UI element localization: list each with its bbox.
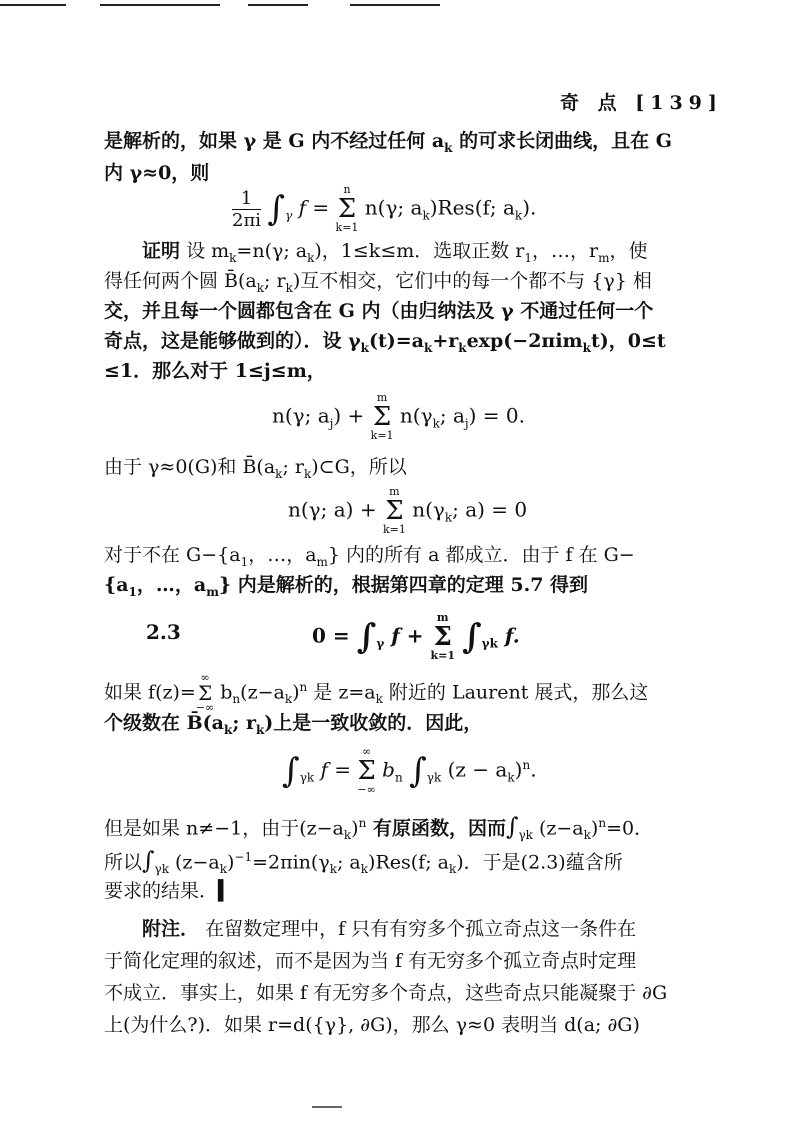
- equation-label: 2.3: [146, 620, 181, 644]
- page-number: [139]: [635, 92, 723, 114]
- equation-3: n(γ; a) + m Σ k=1 $n(\gamma_k$; a) = 0: [288, 485, 528, 536]
- summation: m Σ k=1: [430, 611, 455, 662]
- top-rule: [248, 4, 308, 6]
- text-line: 上(为什么?)．如果 r=d({γ}, ∂G)，那么 γ≈0 表明当 d(a; ∂G): [104, 1014, 640, 1036]
- text-line: 得任何两个圆 $B̄(a_k$; $r_k$)互不相交，它们中的每一个都不与 {γ} 相: [104, 270, 652, 295]
- text-line: 内 γ≈0，则: [104, 162, 210, 184]
- text-line: 证明 设 $m_k=n(\gamma$; $a_k$)，1≤k≤m．选取正数 $r_1$，…，$r_m$，使: [104, 236, 694, 273]
- text-line: 要求的结果．▍: [104, 880, 233, 902]
- text-line: ≤1．那么对于 1≤j≤m，: [104, 360, 326, 382]
- integral-sign: ∫: [356, 617, 377, 657]
- top-rule: [100, 4, 220, 6]
- remark-title: 附注．: [142, 918, 200, 940]
- text-line: 是解析的，如果 γ 是 G 内不经过任何 $a_k$ 的可求长闭曲线，且在 G: [104, 130, 672, 155]
- text-line: 所以$\int_{\gamma k}$ $(z-a_k)^{-1}=2\pi in(\gamma_k$; $a_k)Res(f$; $a_k$)．于是(2.3)蕴含所: [104, 846, 623, 877]
- text-line: 附注． 在留数定理中，f 只有有穷多个孤立奇点这一条件在: [104, 914, 694, 944]
- summation: m Σ k=1: [382, 485, 406, 536]
- text-line: 由于 γ≈0(G)和 $B̄(a_k$; $r_k)\subset G$，所以: [104, 456, 407, 481]
- equation-4: $0 = \int_\gamma$ f + m Σ k=1 $\int_{\gamma k}$ f.: [312, 611, 520, 662]
- integral-sign: ∫: [409, 751, 427, 791]
- text-line: 如果 f(z)= ∞ Σ −∞ $b_n(z-a_k)^n$ 是 $z=a_k$ 附近的 Laurent 展式，那么这: [104, 672, 649, 715]
- text-line: 于简化定理的叙述，而不是因为当 f 有无穷多个孤立奇点时定理: [104, 950, 637, 972]
- top-rule: [0, 4, 66, 6]
- equation-1: $\frac{1}{2\pi i}$ $\int_\gamma$ f = n Σ k=1 n(γ; $a_k)Res(f$; $a_k$).: [232, 183, 537, 234]
- header-title: 奇 点: [560, 92, 623, 114]
- integral-sign: ∫: [282, 751, 300, 791]
- qed-mark: ▍: [218, 880, 233, 902]
- text-line: 对于不在 $G-\{a_1$，…，$a_m$} 内的所有 a 都成立．由于 f 在 G−: [104, 544, 635, 569]
- summation: m Σ k=1: [370, 391, 394, 442]
- top-rule: [350, 4, 440, 6]
- text-line: 但是如果 n≠−1，由于$(z-a_k)^n$ 有原函数，因而$\int_{\gamma k}$ $(z-a_k)^n=0$．: [104, 812, 654, 843]
- text-line: 不成立．事实上，如果 f 有无穷多个奇点，这些奇点只能凝聚于 ∂G: [104, 982, 668, 1004]
- summation: ∞ Σ −∞: [357, 745, 376, 796]
- summation: n Σ k=1: [335, 183, 359, 234]
- fraction: $\frac{1}{2\pi i}$: [232, 187, 262, 231]
- text-line: 个级数在 $B̄(a_k$; $r_k$)上是一致收敛的．因此，: [104, 712, 483, 737]
- proof-title: 证明: [142, 240, 181, 262]
- integral-sign: ∫: [461, 617, 482, 657]
- text-line: 交，并且每一个圆都包含在 G 内（由归纳法及 γ 不通过任何一个: [104, 300, 654, 322]
- summation: ∞ Σ −∞: [195, 672, 215, 715]
- equation-5: $\int_{\gamma k}$ f = ∞ Σ −∞ $b_n$ $\int_{\gamma k}$ $(z - a_k)^n$.: [282, 745, 537, 796]
- running-header: [560, 88, 723, 115]
- equation-2: n(γ; $a_j$) + m Σ k=1 $n(\gamma_k$; $a_j) = 0$.: [272, 391, 525, 442]
- text-line: {$a_1$，…，$a_m$} 内是解析的，根据第四章的定理 5.7 得到: [104, 574, 589, 599]
- text-line: 奇点，这是能够做到的）．设 $\gamma_k(t)=a_k+r_k\exp(-2\pi im_kt)$，0≤t: [104, 330, 666, 355]
- integral-sign: ∫: [267, 189, 286, 229]
- scan-mark: [312, 1106, 342, 1108]
